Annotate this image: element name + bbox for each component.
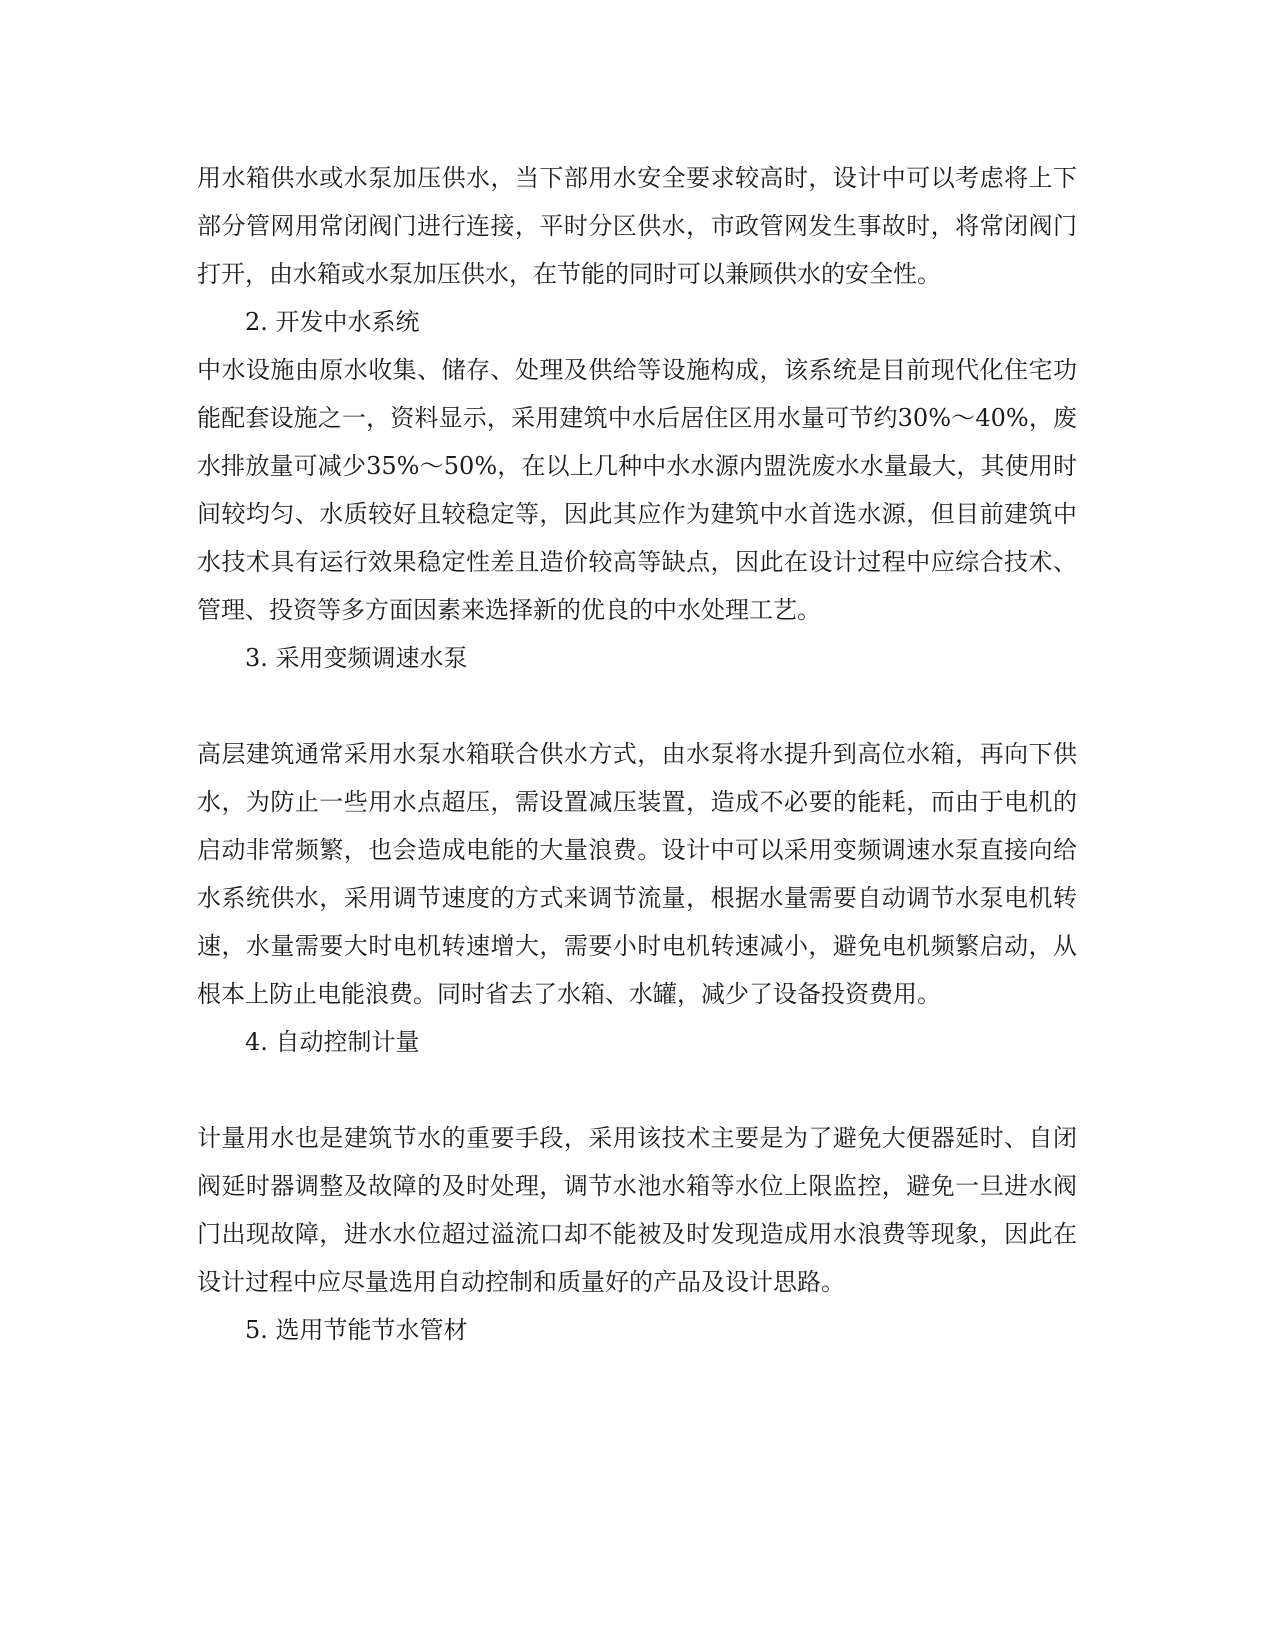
heading-reclaimed-water-system: 2. 开发中水系统 <box>245 308 420 336</box>
heading-water-saving-pipes: 5. 选用节能节水管材 <box>245 1316 468 1344</box>
blank-line <box>197 1066 1077 1114</box>
heading-variable-frequency-pump: 3. 采用变频调速水泵 <box>245 644 468 672</box>
heading-automatic-metering: 4. 自动控制计量 <box>245 1028 420 1056</box>
paragraph-variable-frequency-pump: 高层建筑通常采用水泵水箱联合供水方式，由水泵将水提升到高位水箱，再向下供水，为防止一些用水点超压，需设置减压装置，造成不必要的能耗，而由于电机的启动非常频繁，也会造成电能的大量浪费。设计中可以采用变频调速水泵直接向给水系统供水，采用调节速度的方式来调节流量，根据水量需要自动调节水泵电机转速，水量需要大时电机转速增大，需要小时电机转速减小，避免电机频繁启动，从根本上防止电能浪费。同时省去了水箱、水罐，减少了设备投资费用。 <box>197 740 1077 1008</box>
blank-line <box>197 682 1077 730</box>
paragraph-zoned-supply-safety: 用水箱供水或水泵加压供水，当下部用水安全要求较高时，设计中可以考虑将上下部分管网用常闭阀门进行连接，平时分区供水，市政管网发生事故时，将常闭阀门打开，由水箱或水泵加压供水，在节能的同时可以兼顾供水的安全性。 <box>197 164 1077 288</box>
paragraph-reclaimed-water: 中水设施由原水收集、储存、处理及供给等设施构成，该系统是目前现代化住宅功能配套设施之一，资料显示，采用建筑中水后居住区用水量可节约30%～40%，废水排放量可减少35%～50%，在以上几种中水水源内盟洗废水水量最大，其使用时间较均匀、水质较好且较稳定等，因此其应作为建筑中水首选水源，但目前建筑中水技术具有运行效果稳定性差且造价较高等缺点，因此在设计过程中应综合技术、管理、投资等多方面因素来选择新的优良的中水处理工艺。 <box>197 356 1077 624</box>
paragraph-automatic-metering: 计量用水也是建筑节水的重要手段，采用该技术主要是为了避免大便器延时、自闭阀延时器调整及故障的及时处理，调节水池水箱等水位上限监控，避免一旦进水阀门出现故障，进水水位超过溢流口却不能被及时发现造成用水浪费等现象，因此在设计过程中应尽量选用自动控制和质量好的产品及设计思路。 <box>197 1124 1077 1296</box>
document-body <box>197 154 1077 1354</box>
